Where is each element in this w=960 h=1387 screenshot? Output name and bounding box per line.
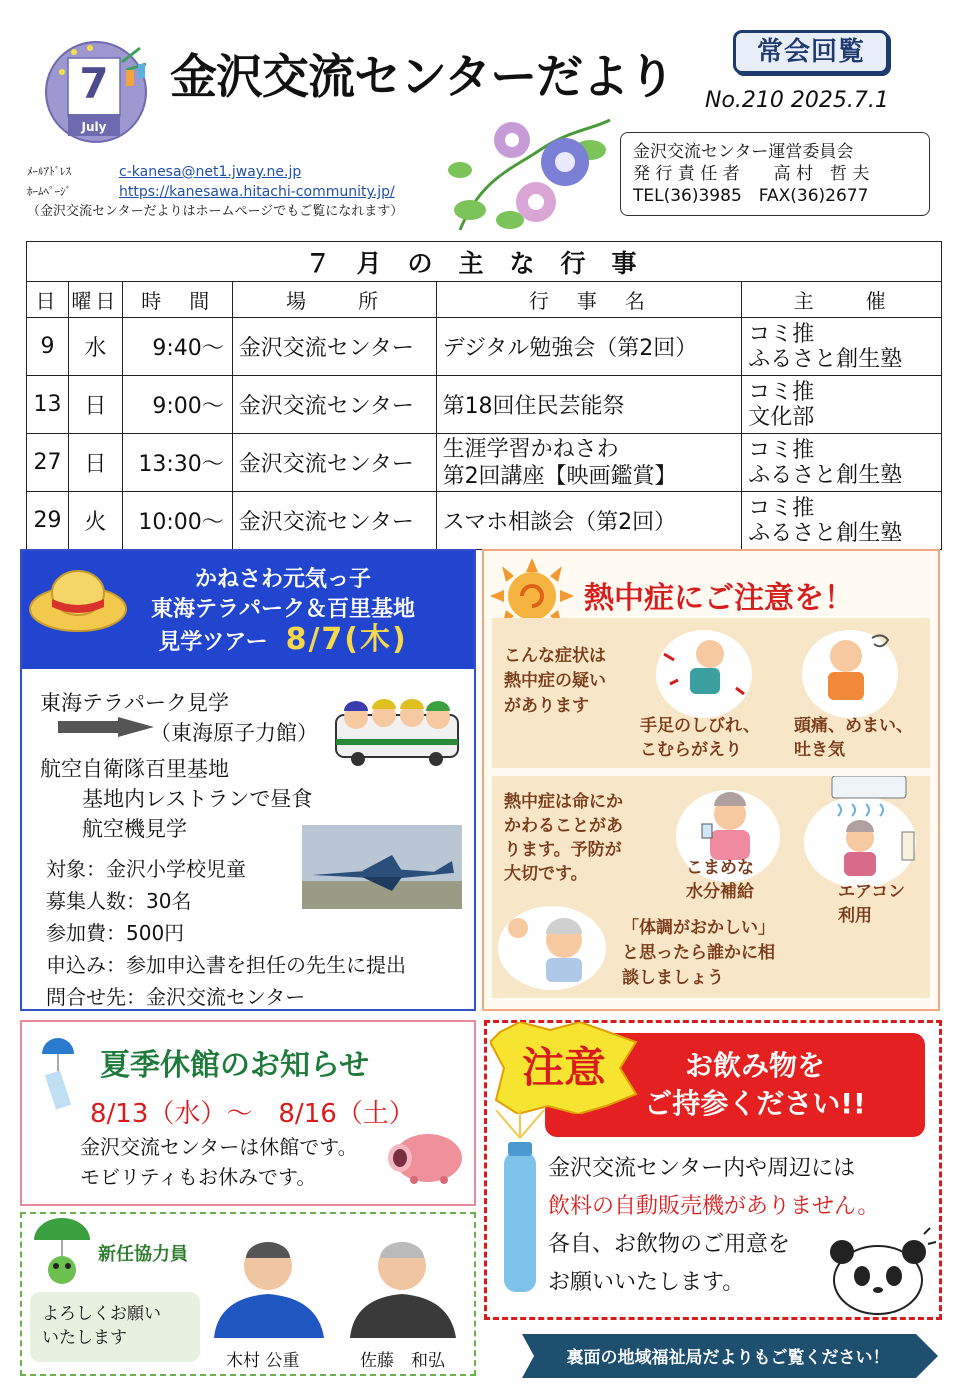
back-page-notice bbox=[522, 1334, 938, 1378]
symptom-1: 手足のしびれ、 こむらがえり bbox=[640, 716, 761, 760]
prevention-2: エアコン 利用 bbox=[838, 882, 906, 926]
table-row bbox=[27, 318, 942, 376]
table-row bbox=[27, 492, 942, 550]
tour-title-2: 東海テラパーク＆百里基地 bbox=[150, 597, 415, 622]
tour-apply: 申込み：参加申込書を担任の先生に提出 bbox=[46, 953, 406, 977]
calendar-month-name: July bbox=[81, 120, 107, 134]
closure-dates: 8/13（水）～ 8/16（土） bbox=[90, 1099, 415, 1129]
mosquito-coil-pig-icon bbox=[384, 1128, 466, 1186]
homepage-link[interactable]: https://kanesawa.hitachi-community.jp/ bbox=[119, 184, 395, 200]
drinks-text-1: 金沢交流センター内や周辺には bbox=[548, 1156, 856, 1181]
col-place: 場 所 bbox=[232, 282, 436, 318]
drinks-text-4: お願いいたします。 bbox=[548, 1270, 745, 1295]
air-conditioner-illustration bbox=[798, 776, 922, 894]
email-label: ﾒｰﾙｱﾄﾞﾚｽ bbox=[27, 165, 71, 178]
tour-line-5: 航空機見学 bbox=[82, 817, 187, 841]
fighter-jet-photo bbox=[302, 825, 462, 909]
cell-time: 13:30～ bbox=[122, 434, 232, 492]
circulation-stamp: 常会回覧 bbox=[733, 30, 889, 74]
straw-hat-icon bbox=[22, 551, 132, 647]
committee-phone-fax: TEL(36)3985 FAX(36)2677 bbox=[633, 186, 869, 206]
member-photo-sato bbox=[344, 1228, 460, 1338]
tour-target: 対象：金沢小学校児童 bbox=[46, 857, 246, 881]
cell-weekday: 水 bbox=[68, 318, 122, 376]
col-organizer: 主 催 bbox=[742, 282, 942, 318]
tour-inquiry: 問合せ先：金沢交流センター bbox=[46, 985, 306, 1009]
tour-line-2: （東海原子力館） bbox=[150, 721, 318, 745]
col-weekday: 曜日 bbox=[68, 282, 122, 318]
cell-event: デジタル勉強会（第2回） bbox=[436, 318, 742, 376]
cell-day: 29 bbox=[27, 492, 69, 550]
consult-advice: 「体調がおかしい」 と思ったら誰かに相 談しましょう bbox=[622, 918, 775, 988]
heatstroke-title: 熱中症にご注意を！ bbox=[584, 581, 854, 616]
cell-organizer: コミ推 ふるさと創生塾 bbox=[742, 318, 942, 376]
back-page-notice-text: 裏面の地域福祉局だよりもご覧ください！ bbox=[566, 1348, 890, 1368]
committee-responsible: 発 行 責 任 者 高 村 哲 夫 bbox=[633, 164, 870, 184]
headache-illustration bbox=[792, 624, 910, 720]
cell-weekday: 日 bbox=[68, 434, 122, 492]
cell-event: スマホ相談会（第2回） bbox=[436, 492, 742, 550]
committee-box bbox=[620, 132, 930, 216]
cell-organizer: コミ推 ふるさと創生塾 bbox=[742, 492, 942, 550]
tour-title-3: 見学ツアー bbox=[158, 630, 268, 655]
cell-day: 27 bbox=[27, 434, 69, 492]
wind-chime-icon bbox=[32, 1030, 88, 1114]
tour-section bbox=[20, 549, 476, 1011]
col-time: 時 間 bbox=[122, 282, 232, 318]
col-event: 行 事 名 bbox=[436, 282, 742, 318]
newsletter-title: 金沢交流センターだより bbox=[170, 50, 675, 105]
closure-title: 夏季休館のお知らせ bbox=[100, 1048, 370, 1083]
greeting-bubble: よろしくお願い いたします bbox=[30, 1292, 200, 1362]
events-table bbox=[26, 241, 942, 550]
member-name-2: 佐藤 和弘 bbox=[360, 1351, 445, 1371]
consult-phone-illustration bbox=[494, 900, 610, 992]
closure-text: 金沢交流センターは休館です。 モビリティもお休みです。 bbox=[80, 1135, 358, 1189]
committee-name: 金沢交流センター運営委員会 bbox=[633, 142, 854, 162]
tour-date: 8/7(木) bbox=[285, 622, 408, 657]
cell-time: 10:00～ bbox=[122, 492, 232, 550]
cell-place: 金沢交流センター bbox=[232, 318, 436, 376]
caution-badge-text: 注意 bbox=[521, 1043, 607, 1092]
cell-event: 第18回住民芸能祭 bbox=[436, 376, 742, 434]
tour-line-3: 航空自衛隊百里基地 bbox=[40, 757, 229, 781]
new-members-heading: 新任協力員 bbox=[98, 1244, 188, 1265]
contact-info bbox=[27, 162, 403, 222]
calendar-month-number: 7 bbox=[79, 59, 109, 108]
arrow-down-icon bbox=[58, 717, 158, 747]
cell-organizer: コミ推 ふるさと創生塾 bbox=[742, 434, 942, 492]
tour-title-1: かねさわ元気っ子 bbox=[194, 567, 371, 592]
drinks-text-3: 各自、お飲物のご用意を bbox=[548, 1232, 791, 1257]
col-day: 日 bbox=[27, 282, 69, 318]
panda-icon bbox=[828, 1224, 936, 1316]
events-caption: ７月の主な行事 bbox=[27, 242, 942, 282]
cell-day: 13 bbox=[27, 376, 69, 434]
caution-badge bbox=[490, 1022, 638, 1114]
tour-line-1: 東海テラパーク見学 bbox=[40, 691, 229, 715]
cell-time: 9:00～ bbox=[122, 376, 232, 434]
numb-limbs-illustration bbox=[644, 624, 764, 720]
tour-capacity: 募集人数：30名 bbox=[46, 889, 192, 913]
table-row bbox=[27, 434, 942, 492]
cell-place: 金沢交流センター bbox=[232, 492, 436, 550]
cell-event: 生涯学習かねさわ 第2回講座【映画鑑賞】 bbox=[436, 434, 742, 492]
cell-weekday: 日 bbox=[68, 376, 122, 434]
member-photo-kimura bbox=[208, 1228, 330, 1338]
cell-day: 9 bbox=[27, 318, 69, 376]
prevention-1: こまめな 水分補給 bbox=[686, 858, 754, 902]
prevention-intro: 熱中症は命にか かわることがあ ります。予防が 大切です。 bbox=[504, 792, 623, 884]
tour-fee: 参加費：500円 bbox=[46, 921, 185, 945]
issue-number-date: No.210 2025.7.1 bbox=[705, 88, 889, 113]
tour-line-4: 基地内レストランで昼食 bbox=[82, 787, 313, 811]
homepage-note: （金沢交流センターだよりはホームページでもご覧になれます） bbox=[27, 204, 404, 219]
bus-children-illustration bbox=[332, 695, 462, 767]
cell-organizer: コミ推 文化部 bbox=[742, 376, 942, 434]
calendar-july-logo bbox=[34, 40, 158, 144]
cell-place: 金沢交流センター bbox=[232, 376, 436, 434]
member-name-1: 木村 公重 bbox=[226, 1351, 300, 1371]
drinks-text-2: 飲料の自動販売機がありません。 bbox=[548, 1194, 880, 1219]
symptom-intro: こんな症状は 熱中症の疑い があります bbox=[504, 646, 606, 716]
cell-time: 9:40～ bbox=[122, 318, 232, 376]
homepage-label: ﾎｰﾑﾍﾟｰｼﾞ bbox=[27, 185, 71, 198]
cell-weekday: 火 bbox=[68, 492, 122, 550]
water-bottle-icon bbox=[490, 1110, 550, 1300]
email-link[interactable]: c-kanesa@net1.jway.ne.jp bbox=[119, 164, 302, 180]
morning-glory-illustration bbox=[440, 110, 620, 238]
drinks-banner: お飲み物を ご持参ください!! bbox=[545, 1033, 925, 1137]
frog-umbrella-icon bbox=[30, 1216, 94, 1292]
table-row bbox=[27, 376, 942, 434]
cell-place: 金沢交流センター bbox=[232, 434, 436, 492]
symptom-2: 頭痛、めまい、 吐き気 bbox=[794, 716, 913, 760]
